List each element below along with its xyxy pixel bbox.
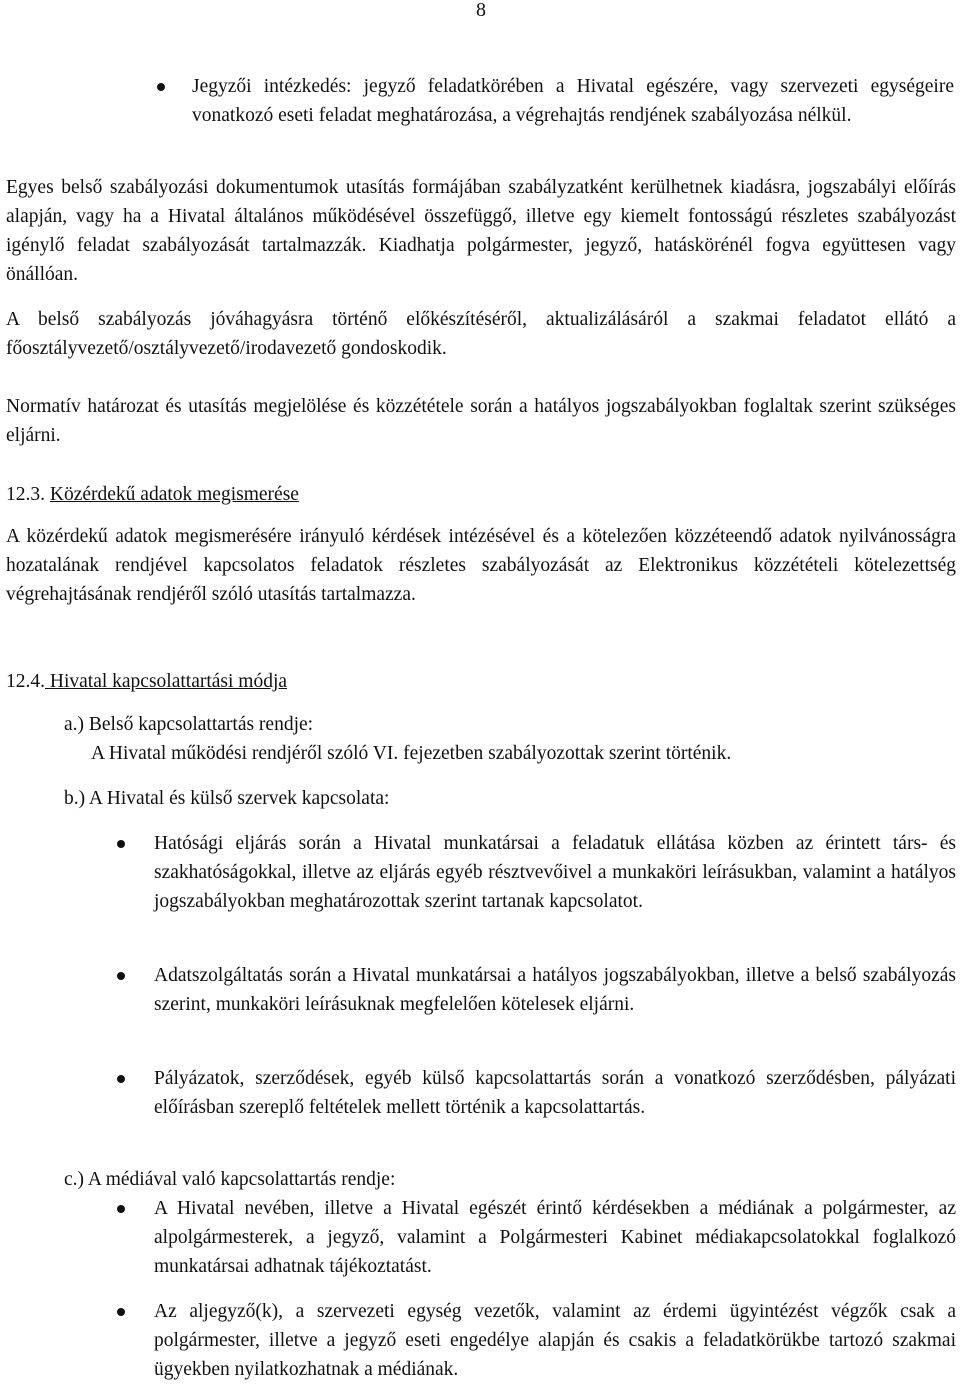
- section-number: 12.4.: [6, 671, 45, 692]
- section-12-3-body: A közérdekű adatok megismerésére irányuló kérdések intézésével és a kötelezően közzéteendő adatok nyilvánosságra hozatalának rendjével kapcsolatos feladatok részletes szabályozását az Elektronikus közzétételi kötelezettség végrehajtásának rendjéről szóló utasítás tartalmazza.: [6, 526, 956, 605]
- list-item-text: Hatósági eljárás során a Hivatal munkatársai a feladatuk ellátása közben az érintett társ- és szakhatóságokkal, illetve az eljárás egyéb résztvevőivel a munkaköri leírásukban, valamint a hatályos jogszabályokban meghatározottak szerint tartanak kapcsolatot.: [154, 833, 956, 912]
- list-item-text: Adatszolgáltatás során a Hivatal munkatársai a hatályos jogszabályokban, illetve a belső szabályozás szerint, munkaköri leírásuknak megfelelően kötelesek eljárni.: [154, 965, 956, 1015]
- bullet-icon: [117, 1205, 125, 1213]
- intro-bullet-text: Jegyzői intézkedés: jegyző feladatkörében a Hivatal egészére, vagy szervezeti egységeire vonatkozó eseti feladat meghatározása, a végrehajtás rendjének szabályozása nélkül.: [192, 76, 954, 126]
- section-number: 12.3.: [6, 484, 45, 505]
- list-item-text: Pályázatok, szerződések, egyéb külső kapcsolattartás során a vonatkozó szerződésben, pályázati előírásban szereplő feltételek mellett történik a kapcsolattartás.: [154, 1068, 956, 1118]
- section-12-3-heading: [6, 480, 299, 509]
- paragraph-normative: Normatív határozat és utasítás megjelölése és közzététele során a hatályos jogszabályokban foglaltak szerint szükséges eljárni.: [6, 396, 956, 446]
- bullet-icon: [117, 972, 125, 980]
- paragraph-regulation-documents: Egyes belső szabályozási dokumentumok utasítás formájában szabályzatként kerülhetnek kiadásra, jogszabályi előírás alapján, vagy ha a Hivatal általános működésével összefüggő, illetve egy kiemelt fontosságú részletes szabályozást igénylő feladat szabályozását tartalmazzák. Kiadhatja polgármester, jegyző, hatáskörénél fogva együttesen vagy önállóan.: [6, 177, 956, 285]
- bullet-icon: [117, 840, 125, 848]
- section-title: Hivatal kapcsolattartási módja: [45, 671, 288, 692]
- section-title: Közérdekű adatok megismerése: [49, 484, 299, 505]
- bullet-icon: [117, 1308, 125, 1316]
- bullet-icon: [117, 1075, 125, 1083]
- section-12-4-heading: [6, 667, 287, 696]
- list-item-text: Az aljegyző(k), a szervezeti egység vezetők, valamint az érdemi ügyintézést végzők csak a polgármester, illetve a jegyző eseti engedélye alapján és csakis a feladatkörükbe tartozó szakmai ügyekben nyilatkozhatnak a médiának.: [154, 1301, 956, 1380]
- subsection-a-text: A Hivatal működési rendjéről szóló VI. fejezetben szabályozottak szerint történik.: [91, 743, 732, 764]
- list-item-text: A Hivatal nevében, illetve a Hivatal egészét érintő kérdésekben a médiának a polgármester, az alpolgármesterek, a jegyző, valamint a Polgármesteri Kabinet médiakapcsolatokkal foglalkozó munkatársai adhatnak tájékoztatást.: [154, 1198, 956, 1277]
- bullet-icon: [157, 83, 165, 91]
- paragraph-preparation: A belső szabályozás jóváhagyásra történő előkészítéséről, aktualizálásáról a szakmai feladatot ellátó a főosztályvezető/osztályvezető/irodavezető gondoskodik.: [6, 309, 956, 359]
- page-number: 8: [476, 0, 486, 21]
- subsection-a-label: a.) Belső kapcsolattartás rendje:: [64, 714, 314, 735]
- subsection-c-label: c.) A médiával való kapcsolattartás rendje:: [64, 1169, 396, 1190]
- subsection-b-label: b.) A Hivatal és külső szervek kapcsolata:: [64, 788, 390, 809]
